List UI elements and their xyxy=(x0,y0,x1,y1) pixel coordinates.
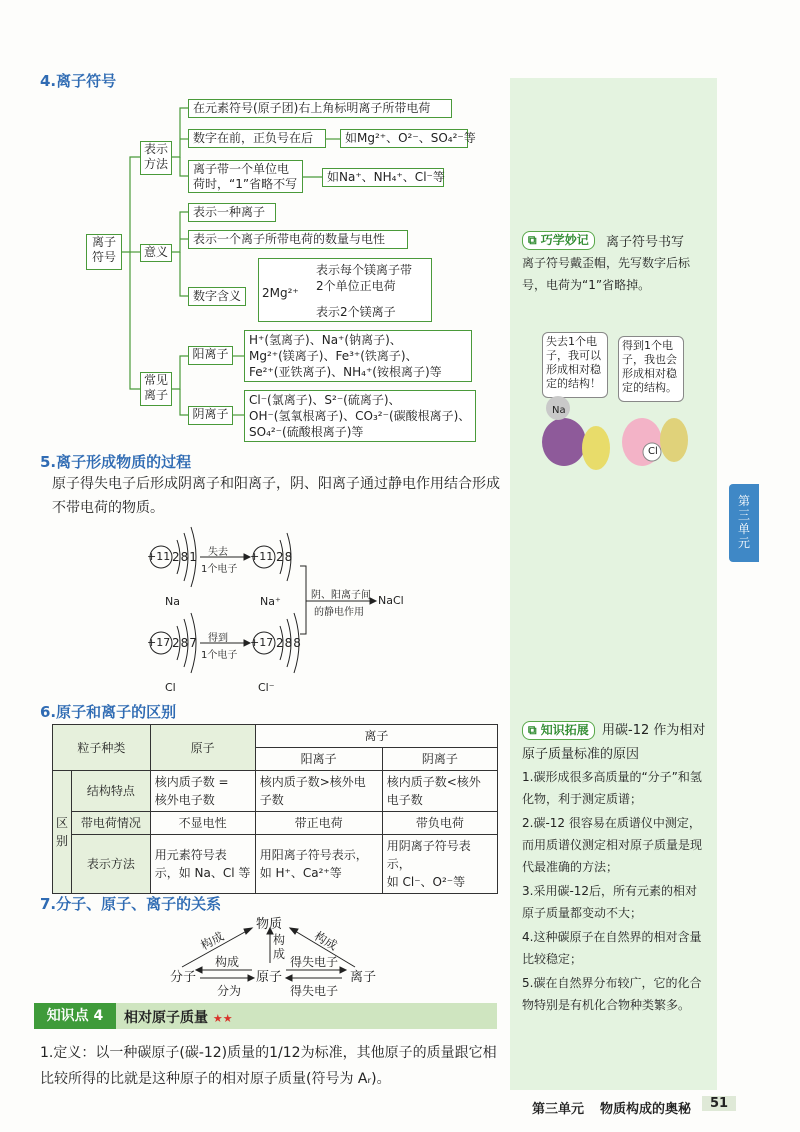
section-4-title: 4.离子符号 xyxy=(40,72,117,90)
node-anion: 阴离子 xyxy=(188,406,233,425)
node-meaning-1: 表示一种离子 xyxy=(188,203,276,222)
node-ion: 离子 xyxy=(350,970,377,985)
cell-cation-charge: 带正电荷 xyxy=(255,812,382,835)
unit-side-tab: 第 三 单 元 xyxy=(729,484,759,562)
cell-anion-notation: 用阴离子符号表示， 如 Cl⁻、O²⁻等 xyxy=(382,835,497,894)
cl-arrow-bottom: 1个电子 xyxy=(201,650,238,661)
edge-atom-ion: 得失电子 xyxy=(290,955,339,969)
combine-label-bottom: 的静电作用 xyxy=(314,607,364,618)
extension-title: 用碳-12 作为相对原子质量标准的原因 xyxy=(522,723,706,762)
section-7-title: 7.分子、原子、离子的关系 xyxy=(40,895,222,913)
header-cation: 阳离子 xyxy=(255,748,382,771)
na-ion-shells: 28 xyxy=(276,550,294,564)
memory-trick-text: 离子符号戴歪帽，先写数字后标号，电荷为“1”省略掉。 xyxy=(522,256,691,292)
clip-icon: ⧉ xyxy=(528,723,537,737)
importance-stars: ★★ xyxy=(212,1012,233,1025)
node-number-meaning: 数字含义 xyxy=(188,287,246,306)
header-kind: 粒子种类 xyxy=(53,725,151,771)
knowledge-point-4-label: 知识点 4 xyxy=(34,1003,116,1029)
node-representation-2-example: 如Mg²⁺、O²⁻、SO₄²⁻等 xyxy=(340,129,468,148)
na-ion-nucleus: +11 xyxy=(250,550,274,563)
node-atom: 原子 xyxy=(256,970,283,985)
header-ion: 离子 xyxy=(255,725,497,748)
row-label-notation: 表示方法 xyxy=(72,835,151,894)
edge-ion-substance: 构成 xyxy=(311,928,340,953)
cartoon-illustration xyxy=(530,330,708,485)
node-meaning-2: 表示一个离子所带电荷的数量与电性 xyxy=(188,230,408,249)
cell-anion-structure: 核内质子数<核外 电子数 xyxy=(382,771,497,812)
edge-molecule-atom: 分为 xyxy=(217,984,242,998)
mg-meaning-2: 表示2个镁离子 xyxy=(316,305,396,319)
mindmap-root: 离子 符号 xyxy=(86,234,122,270)
cell-cation-structure: 核内质子数>核外电 子数 xyxy=(255,771,382,812)
extension-item-5: 5.碳在自然界分布较广，它的化合物特别是有机化合物种类繁多。 xyxy=(522,976,702,1012)
mg-meaning-1: 表示每个镁离子带 2个单位正电荷 xyxy=(316,263,413,293)
footer-title: 物质构成的奥秘 xyxy=(600,1102,692,1117)
cl-nucleus: +17 xyxy=(147,636,171,649)
row-group-difference: 区 别 xyxy=(53,771,72,894)
cl-arrow-top: 得到 xyxy=(208,633,228,644)
cell-atom-structure: 核内质子数 = 核外电子数 xyxy=(150,771,255,812)
anion-list: Cl⁻(氯离子)、S²⁻(硫离子)、 OH⁻(氢氧根离子)、CO₃²⁻(碳酸根离子)、 SO₄²⁻(硫酸根离子)等 xyxy=(244,390,476,442)
memory-trick-title: 离子符号书写 xyxy=(606,235,685,250)
header-atom: 原子 xyxy=(150,725,255,771)
node-cation: 阳离子 xyxy=(188,346,233,365)
cl-ion-shells: 288 xyxy=(276,636,302,650)
combine-label-top: 阴、阳离子间 xyxy=(311,590,371,601)
product-nacl: NaCl xyxy=(378,594,404,607)
cl-ion-nucleus: +17 xyxy=(250,636,274,649)
node-representation-2: 数字在前，正负号在后 xyxy=(188,129,326,148)
node-representation: 表示 方法 xyxy=(140,141,172,175)
mg-ion: 2Mg²⁺ xyxy=(262,286,299,300)
cl-ion-label: Cl⁻ xyxy=(258,681,275,694)
character-na-label: Na xyxy=(552,405,566,416)
extension-item-3: 3.采用碳-12后，所有元素的相对原子质量都变动不大； xyxy=(522,884,698,920)
definition-text: 1.定义：以一种碳原子(碳-12)质量的1/12为标准，其他原子的质量跟它相比较所得的比就是这种原子的相对原子质量(符号为 Aᵣ)。 xyxy=(40,1045,497,1087)
na-arrow-top: 失去 xyxy=(208,547,228,558)
cation-list: H⁺(氢离子)、Na⁺(钠离子)、 Mg²⁺(镁离子)、Fe³⁺(铁离子)、 Fe²⁺(亚铁离子)、NH₄⁺(铵根离子)等 xyxy=(244,330,472,382)
cl-shells: 287 xyxy=(172,636,198,650)
cl-label: Cl xyxy=(165,681,176,694)
page-number: 51 xyxy=(702,1096,736,1111)
cell-atom-charge: 不显电性 xyxy=(150,812,255,835)
edge-atom-molecule: 构成 xyxy=(215,955,240,969)
character-cl-label: Cl xyxy=(648,446,658,457)
section-5-title: 5.离子形成物质的过程 xyxy=(40,453,192,471)
node-substance: 物质 xyxy=(256,917,283,932)
na-label: Na xyxy=(165,595,180,608)
tag-knowledge-extension: ⧉ 知识拓展 xyxy=(522,721,595,740)
row-label-charge: 带电荷情况 xyxy=(72,812,151,835)
na-arrow-bottom: 1个电子 xyxy=(201,564,238,575)
extension-item-2: 2.碳-12 很容易在质谱仪中测定，而用质谱仪测定相对原子质量是现代最准确的方法； xyxy=(522,816,703,874)
tag-memory-trick: ⧉ 巧学妙记 xyxy=(522,231,595,250)
node-representation-3-example: 如Na⁺、NH₄⁺、Cl⁻等 xyxy=(322,168,444,187)
row-label-structure: 结构特点 xyxy=(72,771,151,812)
node-molecule: 分子 xyxy=(170,970,197,985)
cell-cation-notation: 用阳离子符号表示， 如 H⁺、Ca²⁺等 xyxy=(255,835,382,894)
section-5-text: 原子得失电子后形成阴离子和阳离子，阴、阳离子通过静电作用结合形成不带电荷的物质。 xyxy=(52,476,500,516)
cell-anion-charge: 带负电荷 xyxy=(382,812,497,835)
extension-item-1: 1.碳形成很多高质量的“分子”和氢化物，利于测定质谱； xyxy=(522,770,702,806)
na-shells: 281 xyxy=(172,550,198,564)
na-ion-label: Na⁺ xyxy=(260,595,281,608)
speech-bubble-na: 失去1个电子，我可以形成相对稳定的结构！ xyxy=(542,332,608,398)
footer-unit: 第三单元 xyxy=(532,1102,585,1117)
cell-atom-notation: 用元素符号表 示，如 Na、Cl 等 xyxy=(150,835,255,894)
node-representation-1: 在元素符号(原子团)右上角标明离子所带电荷 xyxy=(188,99,452,118)
edge-molecule-substance: 构成 xyxy=(198,929,227,953)
edge-atom-substance: 构 成 xyxy=(273,933,286,961)
na-nucleus: +11 xyxy=(147,550,171,563)
node-common-ions: 常见 离子 xyxy=(140,372,172,406)
edge-ion-atom: 得失电子 xyxy=(290,984,339,998)
extension-item-4: 4.这种碳原子在自然界的相对含量比较稳定； xyxy=(522,930,702,966)
clip-icon: ⧉ xyxy=(528,233,537,247)
section-6-title: 6.原子和离子的区别 xyxy=(40,703,177,721)
speech-bubble-cl: 得到1个电子，我也会形成相对稳定的结构。 xyxy=(618,336,684,402)
node-representation-3: 离子带一个单位电 荷时，“1”省略不写 xyxy=(188,160,303,193)
node-meaning: 意义 xyxy=(140,244,172,262)
knowledge-point-4-title: 相对原子质量 ★★ xyxy=(124,1010,233,1026)
header-anion: 阴离子 xyxy=(382,748,497,771)
